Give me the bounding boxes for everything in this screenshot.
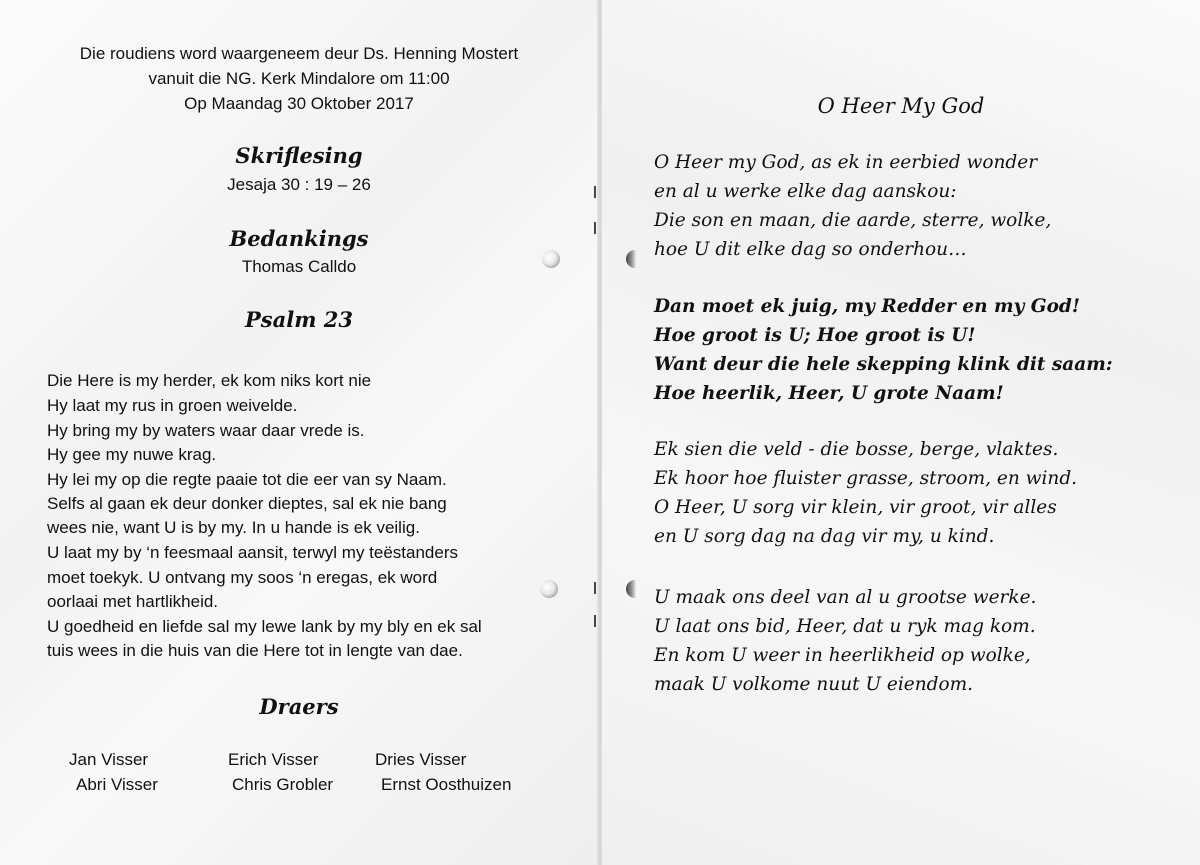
poem-line: Hoe heerlik, Heer, U grote Naam! <box>654 383 1004 404</box>
draer-name: Dries Visser <box>375 750 467 769</box>
poem-line: maak U volkome nuut U eiendom. <box>654 674 974 695</box>
poem-line: Hoe groot is U; Hoe groot is U! <box>654 325 976 346</box>
bedankings-heading: Bedankings <box>229 226 369 251</box>
poem-line: hoe U dit elke dag so onderhou… <box>654 239 967 260</box>
poem-line: O Heer, U sorg vir klein, vir groot, vir alles <box>654 497 1057 518</box>
poem-line: en U sorg dag na dag vir my, u kind. <box>654 526 995 547</box>
binding-mark-icon <box>594 615 596 627</box>
psalm-line: Hy bring my by waters waar daar vrede is. <box>47 421 365 440</box>
psalm-line: tuis wees in die huis van die Here tot in lengte van dae. <box>47 641 463 660</box>
poem-stanza-2 <box>654 435 1077 551</box>
poem-title: O Heer My God <box>817 94 985 118</box>
binding-mark-icon <box>594 582 596 594</box>
poem-line: Want deur die hele skepping klink dit saam: <box>654 354 1113 375</box>
psalm-line: Selfs al gaan ek deur donker dieptes, sal ek nie bang <box>47 494 447 513</box>
poem-stanza-1 <box>654 148 1051 264</box>
poem-line: O Heer my God, as ek in eerbied wonder <box>654 152 1038 173</box>
psalm-line: Hy lei my op die regte paaie tot die eer van sy Naam. <box>47 470 447 489</box>
poem-line: Dan moet ek juig, my Redder en my God! <box>654 296 1080 317</box>
psalm-line: moet toekyk. U ontvang my soos ‘n eregas, ek word <box>47 568 438 587</box>
psalm-heading: Psalm 23 <box>245 307 353 332</box>
binding-mark-icon <box>594 186 596 198</box>
poem-line: Ek sien die veld - die bosse, berge, vlaktes. <box>654 439 1059 460</box>
intro-line-3: Op Maandag 30 Oktober 2017 <box>184 94 414 113</box>
draer-name: Abri Visser <box>76 775 158 794</box>
binding-mark-icon <box>594 222 596 234</box>
draer-name: Ernst Oosthuizen <box>381 775 512 794</box>
psalm-line: Hy gee my nuwe krag. <box>47 445 217 464</box>
skriflesing-heading: Skriflesing <box>235 143 363 168</box>
right-page <box>602 0 1200 865</box>
intro-line-1: Die roudiens word waargeneem deur Ds. Henning Mostert <box>79 44 519 63</box>
poem-line: En kom U weer in heerlikheid op wolke, <box>654 645 1031 666</box>
psalm-line: U goedheid en liefde sal my lewe lank by my bly en ek sal <box>47 617 482 636</box>
poem-stanza-3 <box>654 583 1036 699</box>
psalm-line: wees nie, want U is by my. In u hande is ek veilig. <box>47 518 420 537</box>
binding-hole-icon <box>540 580 558 598</box>
draer-name: Erich Visser <box>228 750 319 769</box>
draer-name: Chris Grobler <box>232 775 334 794</box>
left-page <box>0 0 598 865</box>
draers-heading: Draers <box>259 694 339 719</box>
binding-hole-icon <box>626 250 636 268</box>
psalm-line: Die Here is my herder, ek kom niks kort nie <box>47 371 372 390</box>
poem-line: Ek hoor hoe fluister grasse, stroom, en wind. <box>654 468 1078 489</box>
psalm-line: U laat my by ‘n feesmaal aansit, terwyl my teëstanders <box>47 543 458 562</box>
psalm-line: Hy laat my rus in groen weivelde. <box>47 396 298 415</box>
poem-chorus <box>654 292 1113 408</box>
draer-name: Jan Visser <box>69 750 149 769</box>
binding-hole-icon <box>542 250 560 268</box>
psalm-line: oorlaai met hartlikheid. <box>47 592 219 611</box>
poem-line: en al u werke elke dag aanskou: <box>654 181 957 202</box>
poem-line: U maak ons deel van al u grootse werke. <box>654 587 1037 608</box>
skriflesing-text: Jesaja 30 : 19 – 26 <box>227 175 371 194</box>
intro-line-2: vanuit die NG. Kerk Mindalore om 11:00 <box>148 69 450 88</box>
poem-line: U laat ons bid, Heer, dat u ryk mag kom. <box>654 616 1036 637</box>
binding-hole-icon <box>626 580 636 598</box>
poem-line: Die son en maan, die aarde, sterre, wolke, <box>654 210 1052 231</box>
bedankings-text: Thomas Calldo <box>241 257 357 276</box>
